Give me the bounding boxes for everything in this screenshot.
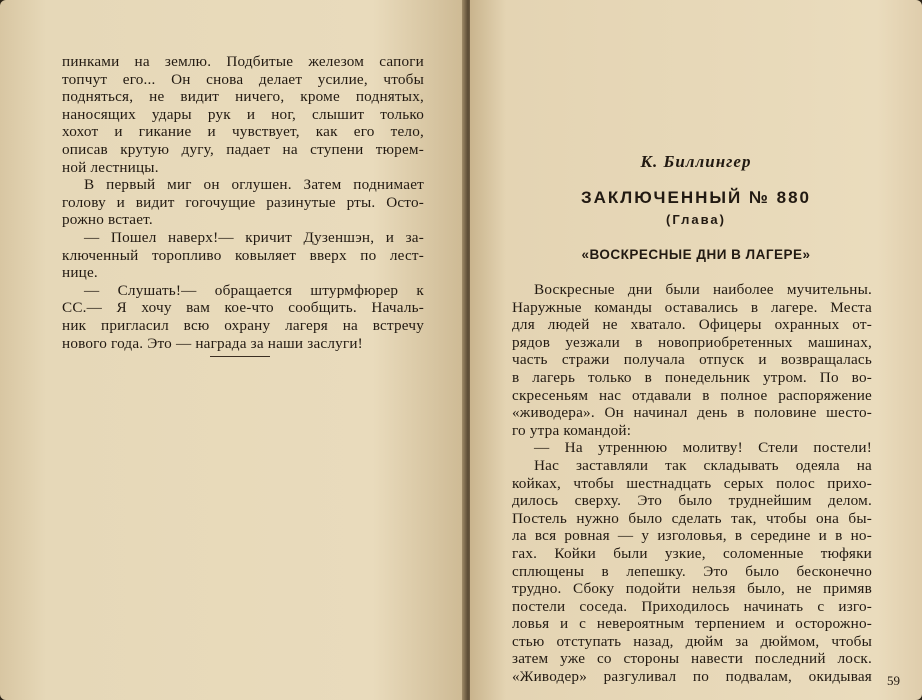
text-line: Воскресные дни были наиболее мучительны. xyxy=(534,281,872,298)
page-number: 59 xyxy=(887,673,900,688)
text-line: ла вся ровная — у изголовья, в середине и в но- xyxy=(512,527,872,545)
text-line: «Живодер» разгуливал по подвалам, окидывая xyxy=(512,668,872,686)
text-line: скресеньям нас отдавали в полное распоряжение xyxy=(512,386,872,404)
text-line: — На утреннюю молитву! Стели постели! xyxy=(534,439,872,457)
text-line: — Пошел наверх!— кричит Дузеншэн, и за- xyxy=(84,228,424,246)
work-title: ЗАКЛЮЧЕННЫЙ № 880 xyxy=(581,188,811,207)
text-line: пинками на землю. Подбитые железом сапоги xyxy=(62,53,424,70)
text-line: В первый миг он оглушен. Затем поднимает xyxy=(84,176,424,194)
text-line: голову и видит гогочущие разинутые рты. Осто- xyxy=(62,193,424,211)
text-line: СС.— Я хочу вам кое-что сообщить. Началь- xyxy=(62,299,424,317)
text-line: рядов уезжали в новоприобретенных машинах, xyxy=(512,333,872,351)
text-line: дилось сверху. Это было труднейшим делом. xyxy=(512,492,872,510)
text-line: стью отступать назад, дюйм за дюймом, чтобы xyxy=(512,632,872,650)
text-line: постели соседа. Приходилось начинать с изго- xyxy=(512,597,872,615)
text-line: сплющены в лепешку. Это было бесконечно xyxy=(512,562,872,580)
author-name: К. Биллингер xyxy=(640,152,752,171)
text-line: затем уже со стороны навести последний лоск. xyxy=(512,650,872,668)
text-line: подняться, не видит ничего, кроме поднятых, xyxy=(62,88,424,106)
text-line: часть стражи получала отпуск и возвращалась xyxy=(512,351,872,369)
text-line: ловья и с невероятным терпением и осторожно- xyxy=(512,615,872,633)
text-line: топчут его... Он снова делает усилие, чтобы xyxy=(62,70,424,88)
text-line: го утра командой: xyxy=(512,421,632,439)
text-line: для людей не хватало. Офицеры охранных от- xyxy=(512,316,872,334)
section-separator xyxy=(210,356,270,357)
text-line: трудно. Сбоку подойти нельзя было, не примяв xyxy=(512,580,872,598)
text-line: ник пригласил всю охрану лагеря на встречу xyxy=(62,316,424,334)
left-page-text xyxy=(62,53,424,352)
text-line: Наружные команды оставались в лагере. Места xyxy=(512,298,872,316)
chapter-title: «ВОСКРЕСНЫЕ ДНИ В ЛАГЕРЕ» xyxy=(581,247,811,262)
text-line: «живодера». Он начинал день в половине шесто- xyxy=(512,404,872,422)
text-line: Постель нужно было сделать так, чтобы она бы- xyxy=(512,509,872,527)
text-line: койках, чтобы шестнадцать серых полос прихо- xyxy=(512,474,872,492)
text-line: нице. xyxy=(62,264,98,282)
text-line: описав крутую дугу, падает на ступени тюрем- xyxy=(62,140,424,158)
text-line: ключенный торопливо ковыляет вверх по лест- xyxy=(62,246,424,264)
text-line: нового года. Это — награда за наши заслуги! xyxy=(62,334,363,352)
right-page-text xyxy=(512,281,872,686)
text-line: рожно встает. xyxy=(62,211,153,229)
text-line: наносящих удары рук и ног, слышит только xyxy=(62,105,424,123)
right-page xyxy=(470,0,922,700)
text-line: Нас заставляли так складывать одеяла на xyxy=(534,456,872,474)
work-subtitle: (Глава) xyxy=(666,212,726,227)
text-line: хохот и гикание и чувствует, как его тело, xyxy=(62,123,424,141)
text-line: в лагерь только в понедельник утром. По во- xyxy=(512,368,872,386)
text-line: гах. Койки были узкие, соломенные тюфяки xyxy=(512,544,872,562)
text-line: — Слушать!— обращается штурмфюрер к xyxy=(84,281,424,299)
text-line: ной лестницы. xyxy=(62,158,159,176)
